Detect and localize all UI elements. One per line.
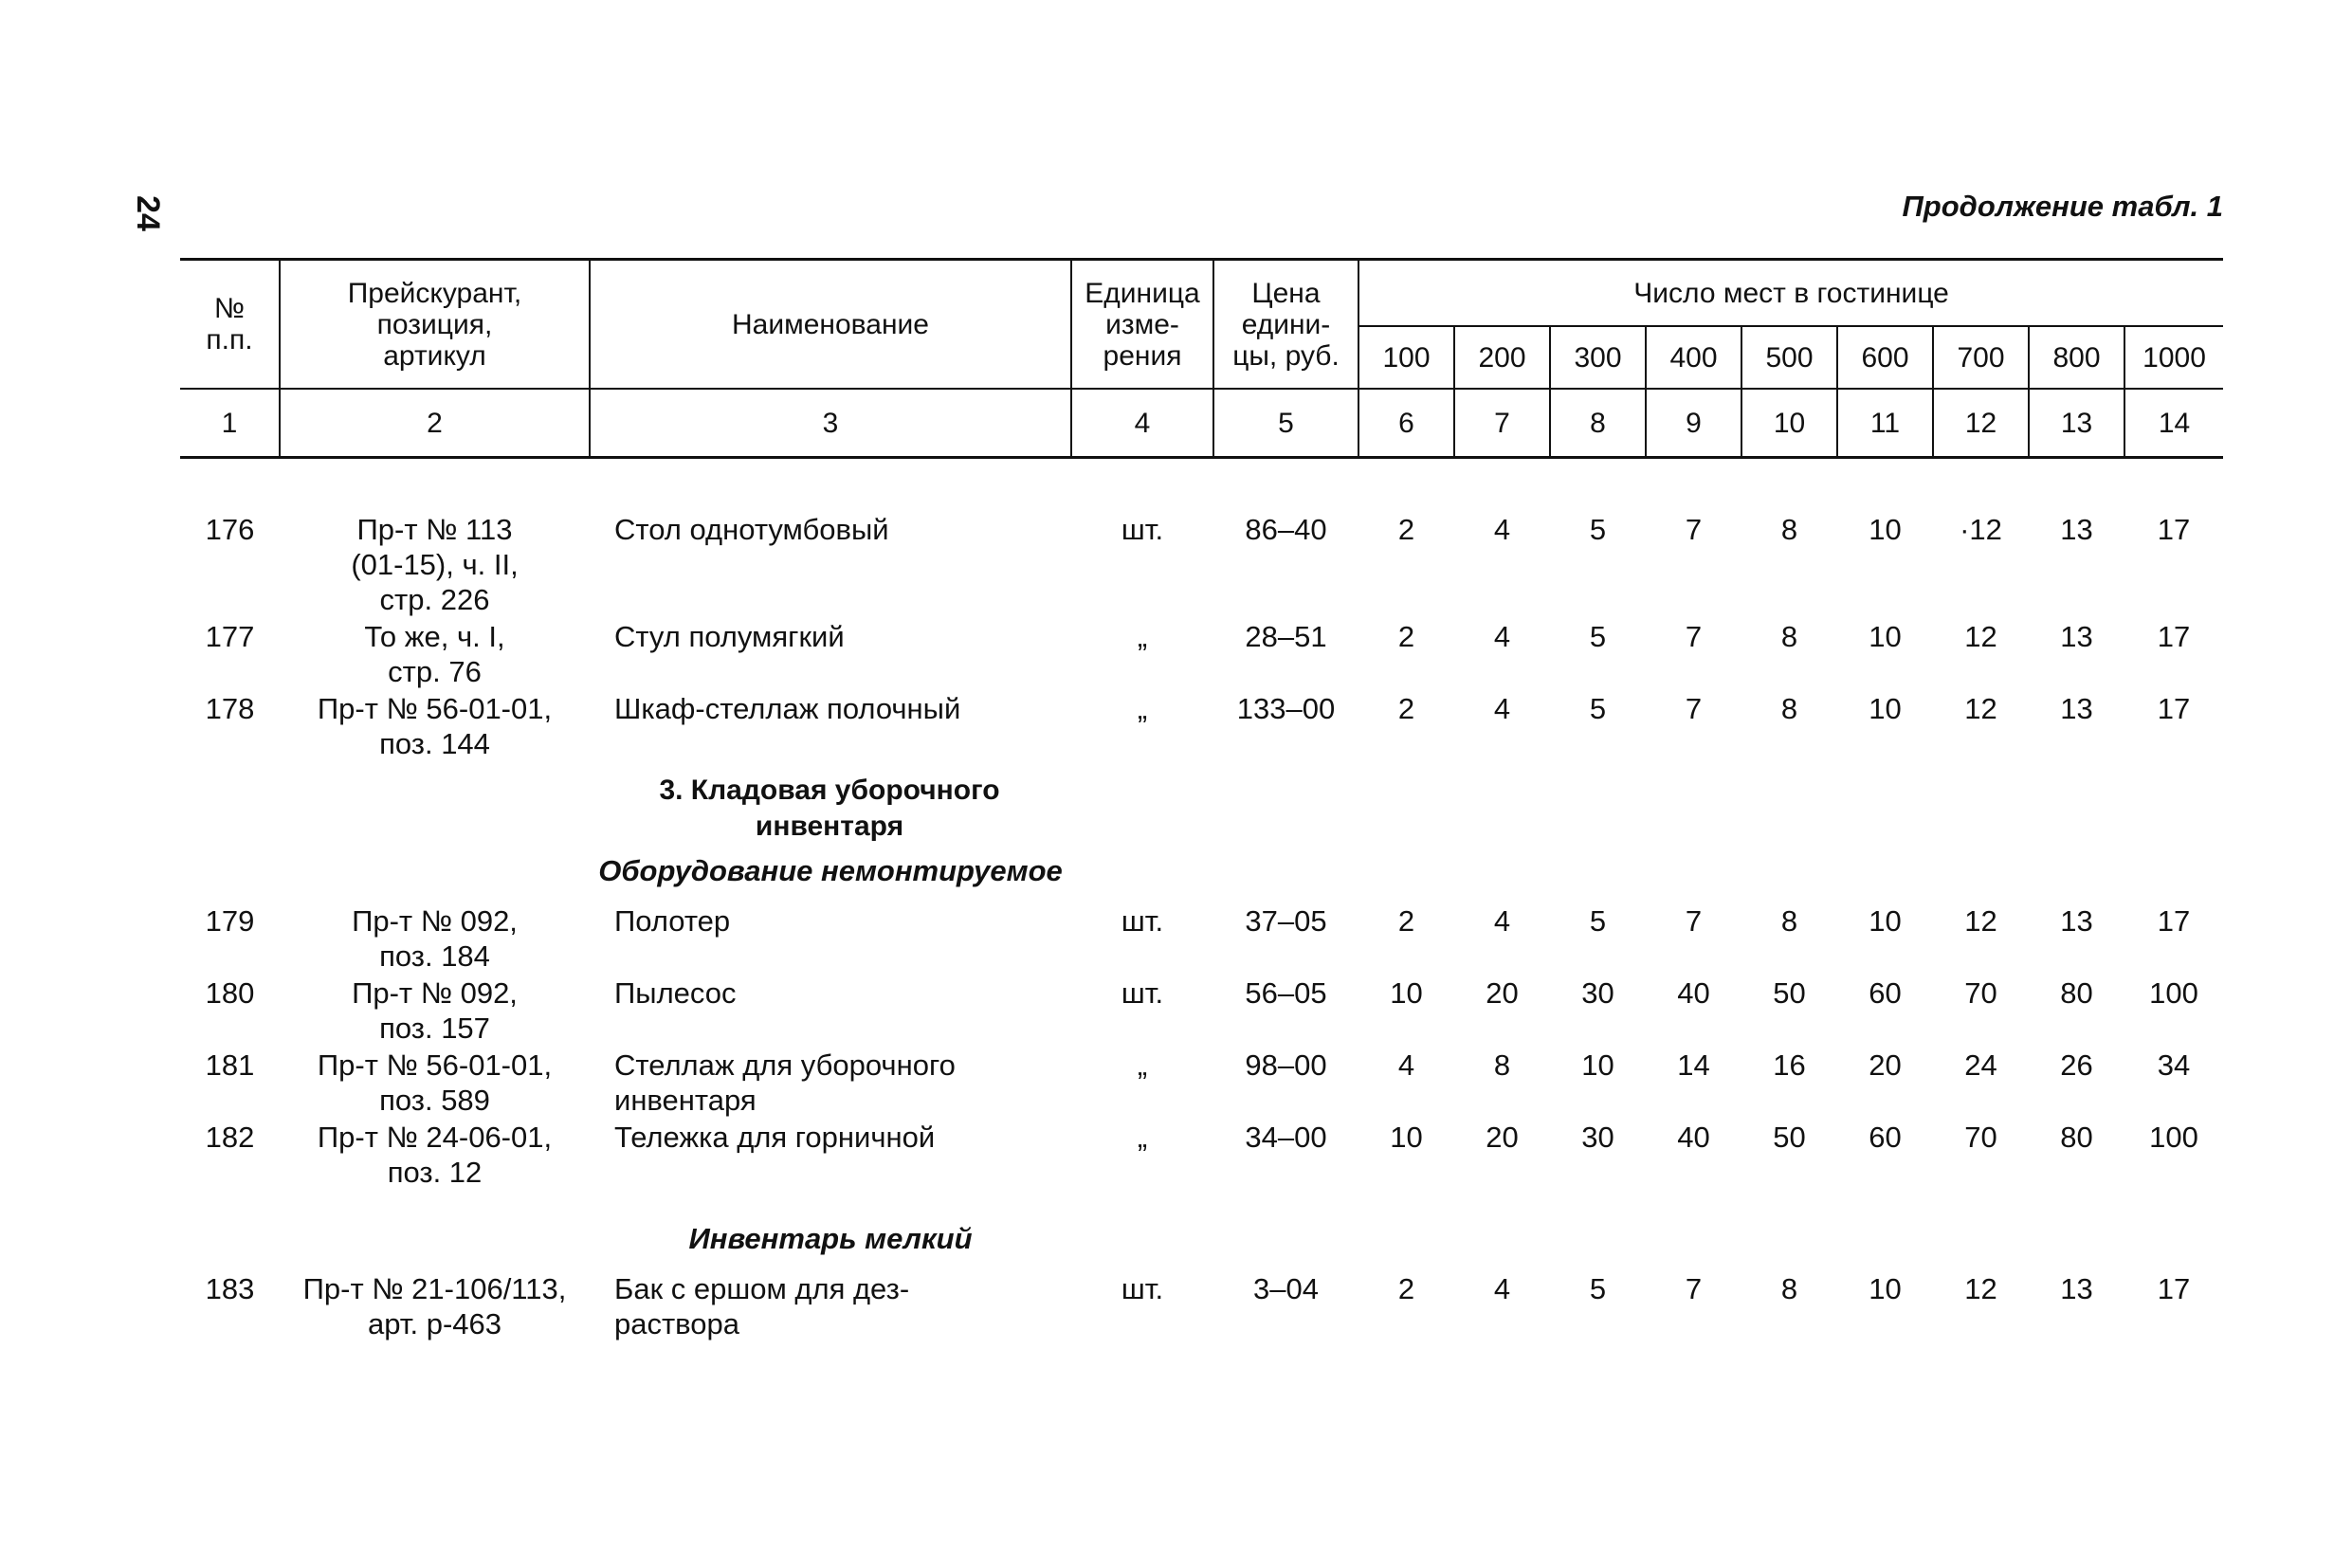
column-index-1: 1 [180, 389, 280, 458]
row-price-list: Пр-т № 113 (01-15), ч. II, стр. 226 [351, 513, 519, 616]
row-quantity-800: 80 [2060, 1121, 2093, 1154]
row-quantity-400: 7 [1685, 620, 1703, 653]
row-quantity-800: 13 [2060, 513, 2093, 546]
row-quantity-400: 7 [1685, 904, 1703, 938]
table-row [180, 512, 2223, 619]
row-unit: шт. [1121, 976, 1164, 1010]
table [180, 258, 2223, 1343]
column-index-2: 2 [280, 389, 590, 458]
rows-group-furniture [180, 512, 2223, 763]
row-quantity-100: 2 [1397, 1272, 1415, 1305]
table-row [180, 1271, 2223, 1343]
row-quantity-400: 14 [1677, 1048, 1710, 1082]
row-quantity-800: 13 [2060, 1272, 2093, 1305]
row-price: 56–05 [1245, 976, 1327, 1010]
row-quantity-200: 20 [1486, 1121, 1519, 1154]
row-price-list: Пр-т № 21-106/113, арт. р-463 [302, 1272, 567, 1340]
row-quantity-1000: 17 [2157, 692, 2191, 725]
row-price: 98–00 [1245, 1048, 1327, 1082]
row-quantity-800: 26 [2060, 1048, 2093, 1082]
column-index-row [180, 389, 2223, 458]
row-quantity-800: 13 [2060, 904, 2093, 938]
table-row [180, 691, 2223, 763]
row-unit: „ [1137, 620, 1148, 653]
row-quantity-100: 10 [1390, 1121, 1423, 1154]
row-quantity-500: 8 [1780, 620, 1798, 653]
row-number: 176 [205, 513, 255, 546]
header-capacity-700: 700 [1933, 326, 2029, 389]
row-quantity-700: 12 [1964, 904, 1997, 938]
header-name: Наименование [590, 260, 1071, 390]
row-quantity-1000: 17 [2157, 904, 2191, 938]
header-capacity: Число мест в гостинице [1358, 260, 2223, 327]
row-quantity-300: 30 [1581, 1121, 1614, 1154]
row-price: 37–05 [1245, 904, 1327, 938]
header-capacity-600: 600 [1837, 326, 1933, 389]
section-3-heading [180, 763, 2223, 903]
header-price-list: Прейскурант, позиция, артикул [280, 260, 590, 390]
row-quantity-100: 4 [1397, 1048, 1415, 1082]
row-number: 180 [205, 976, 255, 1010]
row-quantity-1000: 17 [2157, 620, 2191, 653]
row-name: Стол однотумбовый [614, 513, 889, 546]
row-quantity-700: 12 [1964, 620, 1997, 653]
table-row [180, 903, 2223, 975]
row-number: 177 [205, 620, 255, 653]
row-quantity-400: 40 [1677, 976, 1710, 1010]
row-quantity-200: 20 [1486, 976, 1519, 1010]
section-title: 3. Кладовая уборочного инвентаря [659, 775, 1000, 842]
row-quantity-300: 30 [1581, 976, 1614, 1010]
row-quantity-600: 10 [1869, 1272, 1902, 1305]
row-quantity-300: 5 [1589, 904, 1607, 938]
table-row [180, 619, 2223, 691]
row-quantity-200: 4 [1493, 513, 1511, 546]
column-index-9: 9 [1646, 389, 1741, 458]
header-price: Цена едини- цы, руб. [1213, 260, 1358, 390]
column-index-8: 8 [1550, 389, 1646, 458]
row-quantity-1000: 100 [2149, 976, 2198, 1010]
row-unit: шт. [1121, 904, 1164, 938]
row-price: 3–04 [1253, 1272, 1319, 1305]
row-number: 178 [205, 692, 255, 725]
column-index-5: 5 [1213, 389, 1358, 458]
row-quantity-100: 2 [1397, 620, 1415, 653]
row-quantity-100: 10 [1390, 976, 1423, 1010]
row-name: Бак с ершом для дез- раствора [614, 1272, 910, 1340]
row-name: Стул полумягкий [614, 620, 845, 653]
row-quantity-300: 5 [1589, 692, 1607, 725]
column-index-4: 4 [1071, 389, 1213, 458]
small-inventory-heading [180, 1192, 2223, 1271]
header-capacity-100: 100 [1358, 326, 1454, 389]
row-number: 182 [205, 1121, 255, 1154]
row-quantity-600: 10 [1869, 620, 1902, 653]
row-quantity-500: 50 [1773, 1121, 1806, 1154]
header-capacity-500: 500 [1741, 326, 1837, 389]
row-quantity-400: 7 [1685, 692, 1703, 725]
row-quantity-100: 2 [1397, 513, 1415, 546]
column-index-12: 12 [1933, 389, 2029, 458]
column-index-3: 3 [590, 389, 1071, 458]
row-name: Тележка для горничной [614, 1121, 936, 1154]
row-number: 179 [205, 904, 255, 938]
row-quantity-800: 80 [2060, 976, 2093, 1010]
row-price: 28–51 [1245, 620, 1327, 653]
row-quantity-600: 10 [1869, 513, 1902, 546]
row-quantity-500: 8 [1780, 1272, 1798, 1305]
table-row [180, 975, 2223, 1048]
row-quantity-700: ·12 [1960, 513, 2002, 546]
column-index-7: 7 [1454, 389, 1550, 458]
row-quantity-400: 7 [1685, 1272, 1703, 1305]
header-unit: Единица изме- рения [1071, 260, 1213, 390]
row-quantity-1000: 17 [2157, 513, 2191, 546]
row-quantity-700: 70 [1964, 976, 1997, 1010]
header-capacity-200: 200 [1454, 326, 1550, 389]
row-quantity-100: 2 [1397, 904, 1415, 938]
table-header [180, 260, 2223, 458]
row-unit: „ [1137, 1121, 1148, 1154]
row-quantity-400: 7 [1685, 513, 1703, 546]
row-name: Пылесос [614, 976, 737, 1010]
section-subtitle: Оборудование немонтируемое [598, 854, 1063, 887]
row-name: Шкаф-стеллаж полочный [614, 692, 961, 725]
rows-group-cleaning-equipment [180, 903, 2223, 1192]
row-quantity-100: 2 [1397, 692, 1415, 725]
row-price-list: Пр-т № 24-06-01, поз. 12 [317, 1121, 553, 1189]
equipment-table [180, 258, 2223, 1343]
row-name: Стеллаж для уборочного инвентаря [614, 1048, 956, 1117]
row-quantity-200: 4 [1493, 904, 1511, 938]
row-quantity-300: 5 [1589, 513, 1607, 546]
row-quantity-200: 4 [1493, 620, 1511, 653]
table-row [180, 1120, 2223, 1192]
row-quantity-1000: 100 [2149, 1121, 2198, 1154]
row-quantity-700: 70 [1964, 1121, 1997, 1154]
row-quantity-300: 5 [1589, 620, 1607, 653]
row-quantity-1000: 17 [2157, 1272, 2191, 1305]
row-quantity-700: 12 [1964, 692, 1997, 725]
row-number: 183 [205, 1272, 255, 1305]
table-continuation-label: Продолжение табл. 1 [1902, 190, 2223, 223]
column-index-14: 14 [2124, 389, 2223, 458]
row-quantity-500: 8 [1780, 904, 1798, 938]
header-capacity-300: 300 [1550, 326, 1646, 389]
row-unit: „ [1137, 692, 1148, 725]
row-price-list: То же, ч. I, стр. 76 [364, 620, 505, 688]
header-capacity-400: 400 [1646, 326, 1741, 389]
row-quantity-300: 10 [1581, 1048, 1614, 1082]
row-quantity-200: 4 [1493, 1272, 1511, 1305]
header-num: № п.п. [180, 260, 280, 390]
row-price: 34–00 [1245, 1121, 1327, 1154]
header-capacity-800: 800 [2029, 326, 2124, 389]
row-price: 86–40 [1245, 513, 1327, 546]
row-quantity-600: 10 [1869, 904, 1902, 938]
row-number: 181 [205, 1048, 255, 1082]
row-price-list: Пр-т № 56-01-01, поз. 589 [317, 1048, 553, 1117]
row-name: Полотер [614, 904, 731, 938]
small-inventory-subtitle: Инвентарь мелкий [688, 1222, 973, 1255]
column-index-10: 10 [1741, 389, 1837, 458]
column-index-11: 11 [1837, 389, 1933, 458]
row-price-list: Пр-т № 092, поз. 157 [352, 976, 518, 1045]
row-unit: шт. [1121, 1272, 1164, 1305]
column-index-13: 13 [2029, 389, 2124, 458]
row-quantity-500: 8 [1780, 513, 1798, 546]
header-capacity-1000: 1000 [2124, 326, 2223, 389]
row-price-list: Пр-т № 56-01-01, поз. 144 [317, 692, 553, 760]
row-quantity-200: 8 [1493, 1048, 1511, 1082]
row-quantity-600: 20 [1869, 1048, 1902, 1082]
row-unit: „ [1137, 1048, 1148, 1082]
row-quantity-700: 24 [1964, 1048, 1997, 1082]
column-index-6: 6 [1358, 389, 1454, 458]
row-price: 133–00 [1236, 692, 1336, 725]
row-quantity-1000: 34 [2157, 1048, 2191, 1082]
row-price-list: Пр-т № 092, поз. 184 [352, 904, 518, 973]
table-body [180, 458, 2223, 513]
rows-group-small-inventory [180, 1271, 2223, 1343]
row-quantity-800: 13 [2060, 692, 2093, 725]
row-quantity-500: 50 [1773, 976, 1806, 1010]
row-quantity-300: 5 [1589, 1272, 1607, 1305]
row-quantity-500: 16 [1773, 1048, 1806, 1082]
row-quantity-500: 8 [1780, 692, 1798, 725]
row-quantity-200: 4 [1493, 692, 1511, 725]
row-quantity-700: 12 [1964, 1272, 1997, 1305]
row-quantity-400: 40 [1677, 1121, 1710, 1154]
row-quantity-800: 13 [2060, 620, 2093, 653]
row-quantity-600: 10 [1869, 692, 1902, 725]
page-number: 24 [130, 195, 166, 231]
row-unit: шт. [1121, 513, 1164, 546]
row-quantity-600: 60 [1869, 1121, 1902, 1154]
table-row [180, 1048, 2223, 1120]
row-quantity-600: 60 [1869, 976, 1902, 1010]
